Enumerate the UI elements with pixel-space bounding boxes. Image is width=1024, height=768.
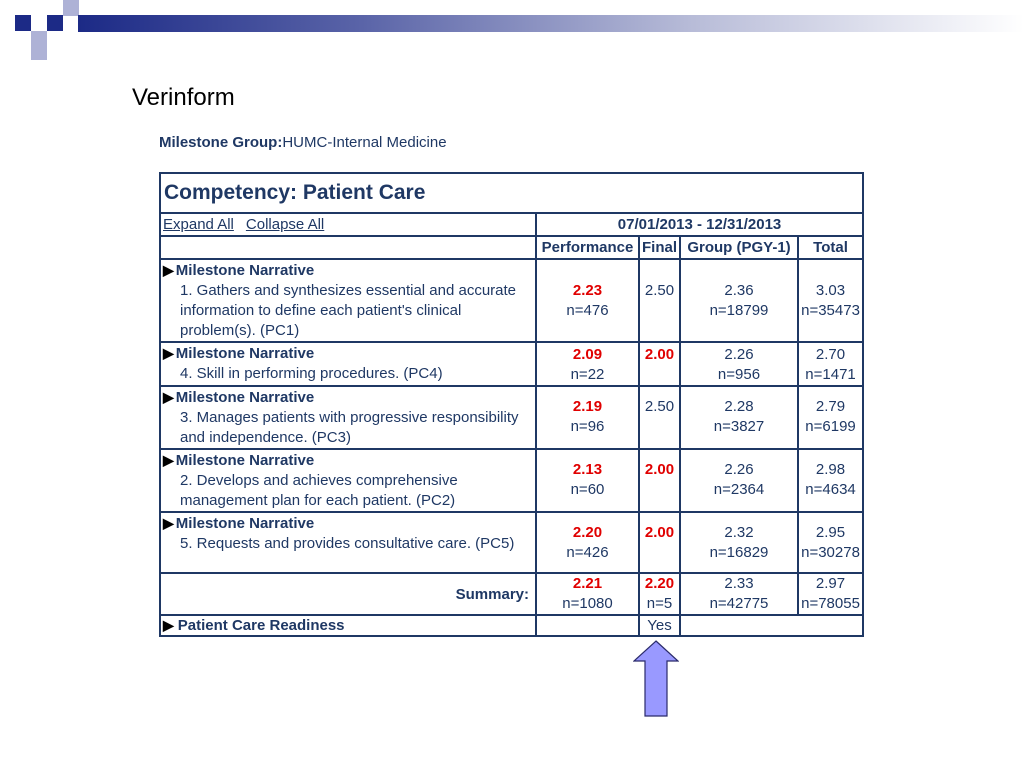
milestone-heading: Milestone Narrative — [175, 345, 315, 362]
performance-cell — [536, 449, 639, 512]
total-score: 2.98 — [815, 461, 846, 478]
summary-label: Summary: — [160, 573, 536, 615]
milestone-heading: Milestone Narrative — [175, 389, 315, 406]
summary-performance-cell — [536, 573, 639, 615]
readiness-final-value: Yes — [639, 615, 680, 636]
deco-square-dark — [47, 15, 63, 31]
milestone-heading: Milestone Narrative — [175, 515, 315, 532]
group-score: 2.26 — [724, 461, 754, 478]
milestone-description: 2. Develops and achieves comprehensive management plan for each patient. (PC2) — [180, 472, 458, 509]
performance-score: 2.19 — [572, 398, 603, 415]
summary-performance-count: n=1080 — [562, 595, 613, 612]
final-cell — [639, 342, 680, 386]
deco-square-light — [31, 31, 47, 47]
right-triangle-icon: ▶ — [163, 345, 174, 361]
group-count: n=956 — [717, 366, 761, 383]
deco-square-light — [63, 0, 79, 16]
summary-final-cell — [639, 573, 680, 615]
final-score: 2.50 — [644, 398, 675, 415]
performance-cell — [536, 259, 639, 342]
links-row — [160, 213, 863, 236]
group-count: n=16829 — [709, 544, 769, 561]
performance-count: n=22 — [570, 366, 605, 383]
milestone-cell — [160, 449, 536, 512]
final-score: 2.50 — [644, 282, 675, 299]
right-triangle-icon: ▶ — [163, 617, 174, 633]
milestone-toggle[interactable] — [163, 343, 533, 364]
collapse-all-link[interactable]: Collapse All — [245, 216, 325, 233]
performance-count: n=476 — [566, 302, 609, 319]
milestone-row — [160, 386, 863, 449]
total-cell — [798, 259, 863, 342]
group-count: n=2364 — [713, 481, 765, 498]
final-cell — [639, 386, 680, 449]
deco-gradient-bar — [78, 15, 1024, 32]
total-score: 2.95 — [815, 524, 846, 541]
milestone-toggle[interactable] — [163, 387, 533, 408]
total-count: n=35473 — [801, 302, 860, 319]
milestone-report-table — [159, 172, 864, 637]
header-group: Group (PGY-1) — [680, 236, 798, 259]
group-count: n=18799 — [709, 302, 769, 319]
performance-score: 2.09 — [572, 346, 603, 363]
group-count: n=3827 — [713, 418, 765, 435]
milestone-group-value: HUMC-Internal Medicine — [282, 134, 447, 151]
milestone-cell — [160, 342, 536, 386]
header-total: Total — [798, 236, 863, 259]
readiness-empty-cell — [680, 615, 863, 636]
header-row — [160, 236, 863, 259]
performance-count: n=426 — [566, 544, 609, 561]
milestone-description: 5. Requests and provides consultative care. (PC5) — [180, 535, 515, 552]
group-score: 2.32 — [724, 524, 754, 541]
milestone-row — [160, 449, 863, 512]
milestone-cell — [160, 512, 536, 573]
readiness-toggle[interactable] — [160, 615, 536, 636]
total-count: n=30278 — [801, 544, 860, 561]
deco-square-dark — [15, 15, 31, 31]
group-cell — [680, 386, 798, 449]
total-count: n=6199 — [805, 418, 856, 435]
performance-score: 2.20 — [572, 524, 603, 541]
slide-title: Verinform — [132, 84, 235, 111]
group-score: 2.26 — [724, 346, 754, 363]
group-cell — [680, 342, 798, 386]
milestone-toggle[interactable] — [163, 450, 533, 471]
header-final: Final — [639, 236, 680, 259]
total-cell — [798, 342, 863, 386]
milestone-row — [160, 512, 863, 573]
milestone-heading: Milestone Narrative — [175, 452, 315, 469]
summary-total-score: 2.97 — [815, 575, 846, 592]
final-cell — [639, 512, 680, 573]
header-empty-cell — [160, 236, 536, 259]
total-count: n=1471 — [805, 366, 856, 383]
total-score: 2.70 — [815, 346, 846, 363]
readiness-row — [160, 615, 863, 636]
deco-square-light — [31, 46, 47, 60]
milestone-description: 4. Skill in performing procedures. (PC4) — [180, 365, 443, 382]
final-score: 2.00 — [644, 524, 675, 541]
milestone-toggle[interactable] — [163, 513, 533, 534]
summary-performance-score: 2.21 — [572, 575, 603, 592]
summary-total-cell — [798, 573, 863, 615]
group-cell — [680, 259, 798, 342]
milestone-cell — [160, 386, 536, 449]
milestone-description: 3. Manages patients with progressive responsibility and independence. (PC3) — [180, 409, 519, 446]
readiness-performance-cell — [536, 615, 639, 636]
summary-group-count: n=42775 — [709, 595, 769, 612]
group-score: 2.36 — [724, 282, 754, 299]
total-count: n=4634 — [805, 481, 856, 498]
performance-score: 2.13 — [572, 461, 603, 478]
right-triangle-icon: ▶ — [163, 515, 174, 531]
performance-score: 2.23 — [572, 282, 603, 299]
milestone-row — [160, 342, 863, 386]
total-score: 3.03 — [815, 282, 846, 299]
milestone-heading: Milestone Narrative — [175, 262, 315, 279]
header-performance: Performance — [536, 236, 639, 259]
summary-group-score: 2.33 — [724, 575, 754, 592]
total-cell — [798, 386, 863, 449]
performance-count: n=96 — [570, 418, 605, 435]
milestone-toggle[interactable] — [163, 260, 533, 281]
right-triangle-icon: ▶ — [163, 262, 174, 278]
competency-row — [160, 173, 863, 213]
summary-total-count: n=78055 — [801, 595, 860, 612]
group-cell — [680, 512, 798, 573]
date-range: 07/01/2013 - 12/31/2013 — [536, 213, 863, 236]
total-score: 2.79 — [815, 398, 846, 415]
right-triangle-icon: ▶ — [163, 452, 174, 468]
milestone-row — [160, 259, 863, 342]
group-cell — [680, 449, 798, 512]
total-cell — [798, 512, 863, 573]
performance-count: n=60 — [570, 481, 605, 498]
final-cell — [639, 259, 680, 342]
final-score: 2.00 — [644, 346, 675, 363]
milestone-group-label: Milestone Group: — [159, 134, 283, 151]
up-arrow-icon — [633, 640, 679, 718]
summary-final-count: n=5 — [646, 595, 673, 612]
total-cell — [798, 449, 863, 512]
milestone-description: 1. Gathers and synthesizes essential and accurate information to define each patient's clinical problem(s). (PC1) — [180, 282, 517, 339]
final-cell — [639, 449, 680, 512]
competency-title: Competency: Patient Care — [160, 173, 863, 213]
milestone-cell — [160, 259, 536, 342]
summary-group-cell — [680, 573, 798, 615]
performance-cell — [536, 342, 639, 386]
performance-cell — [536, 386, 639, 449]
summary-row — [160, 573, 863, 615]
readiness-label: Patient Care Readiness — [177, 617, 345, 634]
right-triangle-icon: ▶ — [163, 389, 174, 405]
summary-final-score: 2.20 — [644, 575, 675, 592]
expand-all-link[interactable]: Expand All — [163, 216, 234, 233]
group-score: 2.28 — [724, 398, 754, 415]
final-score: 2.00 — [644, 461, 675, 478]
performance-cell — [536, 512, 639, 573]
milestone-group — [159, 134, 447, 151]
expand-collapse-cell — [160, 213, 536, 236]
